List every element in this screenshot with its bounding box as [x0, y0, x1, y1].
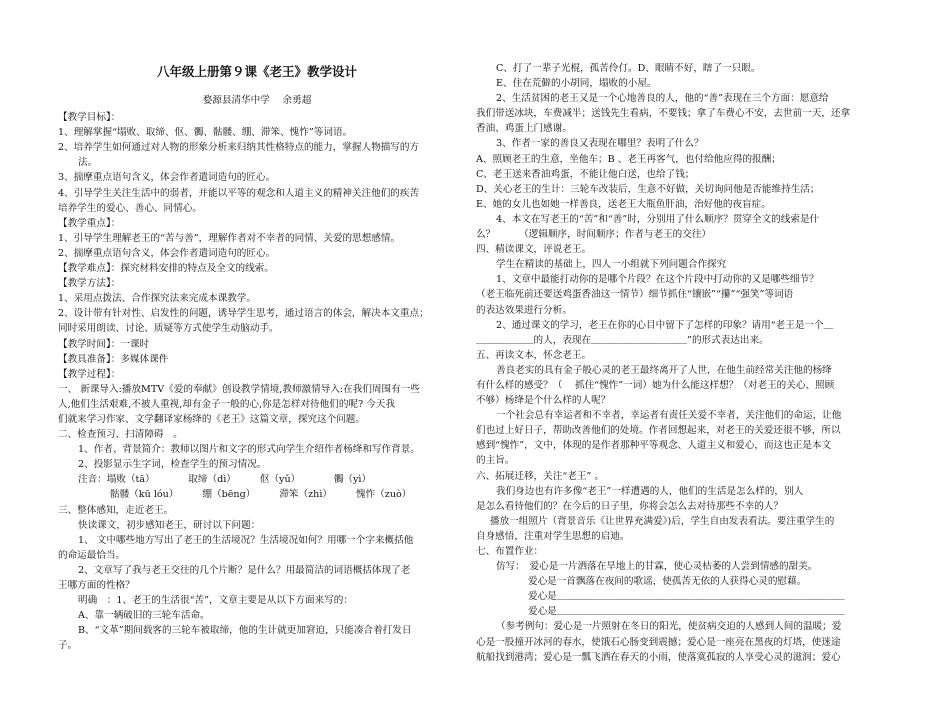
right-text-line: 我们身边也有许多像“老王”一样遭遇的人，他们的生活是怎么样的，别人 [496, 485, 804, 497]
left-text-line: 【教学时间】：一课时 [58, 338, 150, 350]
right-text-line: 么？ （逻辑顺序，时间顺序；作者与老王的交往） [476, 229, 712, 241]
left-text-line: 【教学重点】： [58, 217, 121, 229]
left-text-line: 二、检查预习、扫清障碍 。 [58, 429, 183, 441]
right-text-line: 仿写： 爱心是一片洒落在旱地上的甘霖，使心灵枯萎的人尝到情感的甜美。 [496, 561, 818, 573]
right-text-line: 自身感悟，注重对学生思想的启迪。 [476, 530, 630, 542]
left-text-line: 人,他们生活艰难,不被人重视,却有金子一般的心,你是怎样对待他们的呢? 今天我 [58, 398, 395, 410]
left-text-line: 【教学过程】： [58, 368, 121, 380]
right-text-line: 五、再读文本，怀念老王。 [476, 349, 592, 361]
left-text-line: 1、采用点拨法、合作探究法来完成本课教学。 [58, 293, 256, 305]
right-text-line: 1、文章中最能打动你的是哪个片段？在这个片段中打动你的又是哪些细节？ [496, 274, 819, 286]
left-text-line: 们就来学习作家、文学翻译家杨绛的《老王》这篇文章，探究这个问题。 [58, 413, 365, 425]
left-column [58, 0, 456, 653]
right-text-line: C、老王送来香油鸡蛋，不能让他白送，也给了钱； [476, 168, 695, 180]
right-text-line: （参考例句：爱心是一片照射在冬日的阳光，使贫病交迫的人感到人间的温暖；爱 [496, 621, 842, 633]
right-text-line: 善良老实的具有金子般心灵的老王最终离开了人世，在他生前经常关注他的杨绛 [496, 364, 832, 376]
document-title: 八年级上册第９课《老王》教学设计 [156, 64, 357, 79]
left-text-line: 骷髅（kū lóu） 绷（bēng） 滞笨（zhì） 愧怍（zuò） [110, 489, 412, 501]
right-text-line: 六、拓展迁移，关注“老王” 。 [476, 470, 604, 482]
right-text-line: 四、精读课文，评说老王。 [476, 244, 592, 256]
left-text-line: 【教学方法】： [58, 278, 121, 290]
left-column-body [58, 110, 456, 653]
left-text-line: 4、引导学生关注生活中的弱者，并能以平等的观念和人道主义的精神关注他们的疾苦 [58, 187, 420, 199]
right-text-line: 爱心是一首飘落在夜间的歌谣，使孤苦无依的人获得心灵的慰藉。 [528, 576, 807, 588]
right-text-line: C、打了一辈子光棍，孤苦伶仃。D、眼睛不好，瞎了一只眼。 [496, 63, 761, 74]
right-text-line: 爱心是＿＿＿＿＿＿＿＿＿＿＿＿＿＿＿＿＿＿＿＿＿＿＿＿＿＿＿＿＿＿ [528, 591, 845, 603]
left-text-line: 的命运最恰当。 [58, 549, 126, 561]
left-text-line: 培养学生的爱心、善心、同情心。 [58, 202, 202, 214]
left-text-line: 1、 文中哪些地方写出了老王的生活境况？生活境况如何？用哪一个字来概括他 [78, 534, 414, 546]
left-text-line: 【教学难点】：探究材料安排的特点及全文的线索。 [58, 263, 274, 275]
right-text-line: 2、通过课文的学习，老王在你的心目中留下了怎样的印象？请用“老王是一个＿ [496, 319, 834, 331]
right-text-line: 我们带送冰块，车费减半；送钱先生看病，不要钱；拿了车费心不安，去世前一天，还拿 [476, 108, 851, 120]
right-text-line: 爱心是＿＿＿＿＿＿＿＿＿＿＿＿＿＿＿＿＿＿＿＿＿＿＿＿＿＿＿＿＿＿ [528, 606, 845, 618]
left-text-line: A、靠一辆破旧的三轮车活命。 [78, 610, 210, 622]
left-text-line: 快读课文，初步感知老王，研讨以下问题： [78, 519, 261, 531]
right-text-line: 感到“愧怍”，文中，体现的是作者那种平等观念、人道主义和爱心，而这也正是本文 [476, 440, 832, 452]
left-text-line: 2、揣摩重点语句含义，体会作者遣词造句的匠心。 [58, 247, 276, 259]
right-text-line: 香油、鸡蛋上门感谢。 [476, 123, 572, 135]
left-text-line: 法。 [78, 157, 98, 169]
right-text-line: 一个社会总有幸运者和不幸者，幸运者有责任关爱不幸者，关注他们的命运，让他 [496, 410, 842, 422]
left-text-line: 2、文章写了我与老王交往的几个片断？是什么？用最简洁的词语概括体现了老 [78, 564, 411, 576]
right-column-body [476, 61, 876, 665]
right-text-line: D、关心老王的生计：三轮车改装后，生意不好做，关切询问他是否能维持生活； [476, 183, 820, 195]
left-text-line: 同时采用朗读、讨论、质疑等方式使学生动脑动手。 [58, 323, 279, 335]
right-text-line: 是怎么看待他们的？在今后的日子里，你将会怎么去对待那些不幸的人？ [476, 500, 783, 512]
left-text-line: 王哪方面的性格？ [58, 580, 135, 591]
right-text-line: 航船找到港湾；爱心是一瓢飞洒在春天的小雨，使落寞孤寂的人享受心灵的滋润；爱心 [476, 651, 841, 663]
right-text-line: （老王临死前还要送鸡蛋香油这一情节）细节抓住“镶嵌”“攥”“强笑”等词语 [476, 289, 794, 301]
left-text-line: 子。 [58, 640, 78, 652]
left-text-line: B、“文革”期间载客的三轮车被取缔，他的生计就更加窘迫，只能凑合着打发日 [78, 625, 412, 637]
right-text-line: E、住在荒僻的小胡同，塌败的小屋。 [496, 78, 657, 90]
left-text-line: 2、设计带有针对性、启发性的问题，诱导学生思考，通过语言的体会，解决本文重点； [58, 308, 429, 320]
left-text-line: 2、培养学生如何通过对人物的形象分析来归纳其性格特点的能力，掌握人物描写的方 [58, 142, 420, 154]
right-text-line: 播放一组照片（背景音乐《让世界充满爱》)后，学生自由发表看法。要注重学生的 [490, 515, 835, 527]
left-text-line: 1、理解掌握“塌败、取缔、伛、髑、骷髅、绷、滞笨、愧怍”等词语。 [58, 127, 353, 139]
right-text-line: 有什么样的感受？（ 抓住“愧怍”一词）她为什么能这样想？（对老王的关心、照顾 [476, 379, 835, 391]
right-column [476, 0, 876, 665]
left-text-line: 1、作者、背景简介：教师以图片和文字的形式向学生介绍作者杨绛和写作背景。 [78, 444, 420, 456]
left-text-line: 三、整体感知，走近老王。 [58, 504, 174, 516]
left-text-line: 【教具准备】：多媒体课件 [58, 353, 169, 365]
right-text-line: 们也过上好日子，帮助改善他们的处境。作者回想起来，对老王的关爱还很不够，所以 [476, 425, 841, 437]
author-line: 婺源县清华中学 余勇超 [202, 95, 312, 106]
right-text-line: ＿＿＿＿＿＿的人，表现在＿＿＿＿＿＿＿＿＿＿”的形式表达出来。 [476, 334, 769, 346]
right-text-line: A、照顾老王的生意，坐他车；B 、老王再客气，也付给他应得的报酬； [476, 153, 781, 165]
right-text-line: 七、布置作业： [476, 546, 544, 557]
right-text-line: 3、作者一家的善良又表现在哪里？表明了什么？ [496, 138, 704, 150]
right-text-line: 的主旨。 [476, 455, 515, 467]
left-text-line: 1、引导学生理解老王的“苦与善”，理解作者对不幸者的同情、关爱的思想感情。 [58, 232, 401, 244]
right-text-line: E、她的女儿也如她一样善良，送老王大瓶鱼肝油，治好他的夜盲症。 [476, 198, 771, 210]
left-text-line: 一、 新课导入:播放MTV《爱的奉献》创设教学情境,教师激情导入:在我们周围有一些 [58, 383, 420, 395]
right-text-line: 学生在精读的基础上，四人一小组就下列问题合作探究 [496, 259, 727, 271]
right-text-line: 2、生活贫困的老王又是一个心地善良的人，他的“善”表现在三个方面：愿意给 [496, 93, 829, 105]
left-text-line: 2、投影显示生字词，检查学生的预习情况。 [78, 459, 267, 471]
right-text-line: 不够）杨绛是个什么样的人呢？ [476, 395, 611, 407]
left-text-line: 明确 ：1、老王的生活很“苦”，文章主要是从以下方面来写的： [78, 595, 353, 607]
left-text-line: 【教学目标】： [58, 112, 121, 124]
left-text-line: 3、揣摩重点语句含义，体会作者遣词造句的匠心。 [58, 172, 276, 184]
right-text-line: 4、本文在写老王的“苦”和“善”时，分别用了什么顺序？贯穿全文的线索是什 [496, 213, 820, 225]
left-text-line: 注音：塌败（tā） 取缔（dì） 伛（yǔ） 髑（yì） [78, 474, 372, 486]
right-text-line: 的表达效果进行分析。 [476, 304, 572, 316]
right-text-line: 心是一股撞开冰河的春水，使饿石心肠变到震撼；爱心是一座亮在黑夜的灯塔，使迷途 [476, 636, 841, 648]
